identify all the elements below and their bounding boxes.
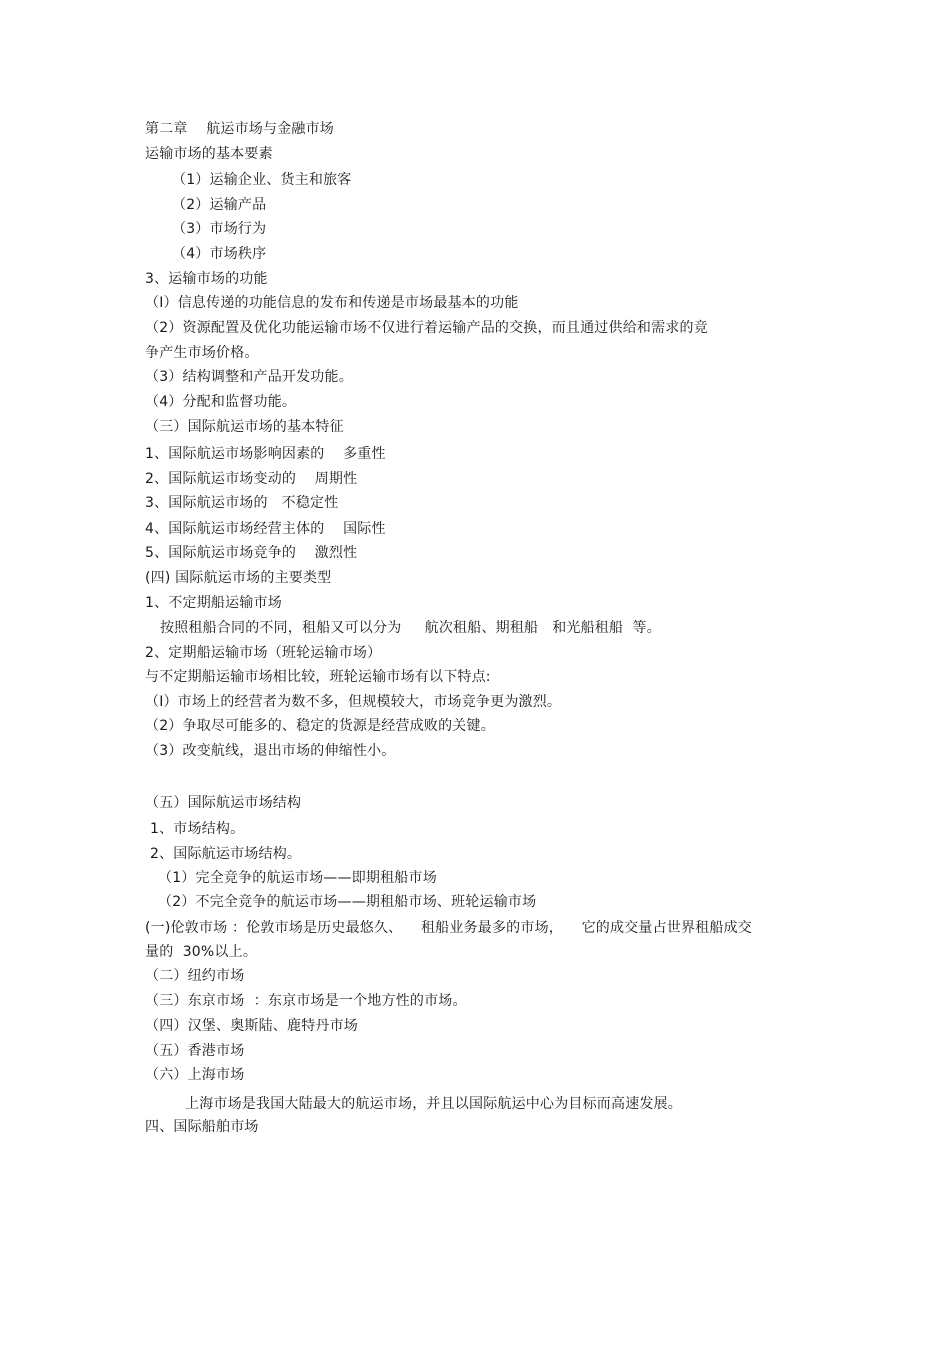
- section-heading: 四、国际船舶市场: [145, 1119, 259, 1135]
- list-item: （4）市场秩序: [172, 246, 267, 262]
- list-item: 1、国际航运市场影响因素的 多重性: [145, 446, 386, 462]
- section-heading: 3、运输市场的功能: [145, 271, 268, 287]
- paragraph-line: （I）市场上的经营者为数不多，但规模较大，市场竞争更为激烈。: [145, 694, 562, 710]
- list-item: 1、不定期船运输市场: [145, 595, 282, 611]
- paragraph-line: 上海市场是我国大陆最大的航运市场，并且以国际航运中心为目标而高速发展。: [185, 1096, 682, 1112]
- list-item: 2、国际航运市场变动的 周期性: [145, 471, 358, 487]
- paragraph-line: （4）分配和监督功能。: [145, 394, 297, 410]
- list-item: 1、市场结构。: [150, 821, 245, 837]
- section-heading: 运输市场的基本要素: [145, 146, 273, 162]
- section-heading: （五）国际航运市场结构: [145, 795, 302, 811]
- paragraph-line: 量的 30%以上。: [145, 944, 258, 960]
- list-item: （2）不完全竞争的航运市场——期租船市场、班轮运输市场: [158, 894, 537, 910]
- paragraph-line: （2）资源配置及优化功能运输市场不仅进行着运输产品的交换，而且通过供给和需求的竞: [145, 320, 708, 336]
- list-item: （1）运输企业、货主和旅客: [172, 172, 352, 188]
- paragraph-line: 与不定期船运输市场相比较，班轮运输市场有以下特点:: [145, 669, 491, 685]
- list-item: （2）运输产品: [172, 197, 267, 213]
- list-item: （3）市场行为: [172, 221, 267, 237]
- paragraph-line: 按照租船合同的不同，租船又可以分为 航次租船、期租船 和光船租船 等。: [160, 620, 661, 636]
- list-item: （二）纽约市场: [145, 968, 245, 984]
- paragraph-line: 争产生市场价格。: [145, 345, 259, 361]
- list-item: 3、国际航运市场的 不稳定性: [145, 495, 339, 511]
- section-heading: （三）国际航运市场的基本特征: [145, 419, 344, 435]
- list-item: （1）完全竞争的航运市场——即期租船市场: [158, 870, 437, 886]
- list-item: （三）东京市场 ：东京市场是一个地方性的市场。: [145, 993, 467, 1009]
- paragraph-line: (一)伦敦市场 ：伦敦市场是历史最悠久、 租船业务最多的市场， 它的成交量占世界租船成交: [145, 920, 752, 936]
- list-item: （六）上海市场: [145, 1067, 245, 1083]
- section-heading: (四) 国际航运市场的主要类型: [145, 570, 332, 586]
- paragraph-line: （3）结构调整和产品开发功能。: [145, 369, 353, 385]
- list-item: （四）汉堡、奥斯陆、鹿特丹市场: [145, 1018, 358, 1034]
- list-item: 2、定期船运输市场（班轮运输市场）: [145, 645, 382, 661]
- paragraph-line: （I）信息传递的功能信息的发布和传递是市场最基本的功能: [145, 295, 519, 311]
- list-item: 5、国际航运市场竞争的 激烈性: [145, 545, 358, 561]
- paragraph-line: （2）争取尽可能多的、稳定的货源是经营成败的关键。: [145, 718, 495, 734]
- list-item: 4、国际航运市场经营主体的 国际性: [145, 521, 386, 537]
- paragraph-line: （3）改变航线，退出市场的伸缩性小。: [145, 743, 396, 759]
- list-item: （五）香港市场: [145, 1043, 245, 1059]
- chapter-title: 第二章 航运市场与金融市场: [145, 121, 334, 137]
- list-item: 2、国际航运市场结构。: [150, 846, 302, 862]
